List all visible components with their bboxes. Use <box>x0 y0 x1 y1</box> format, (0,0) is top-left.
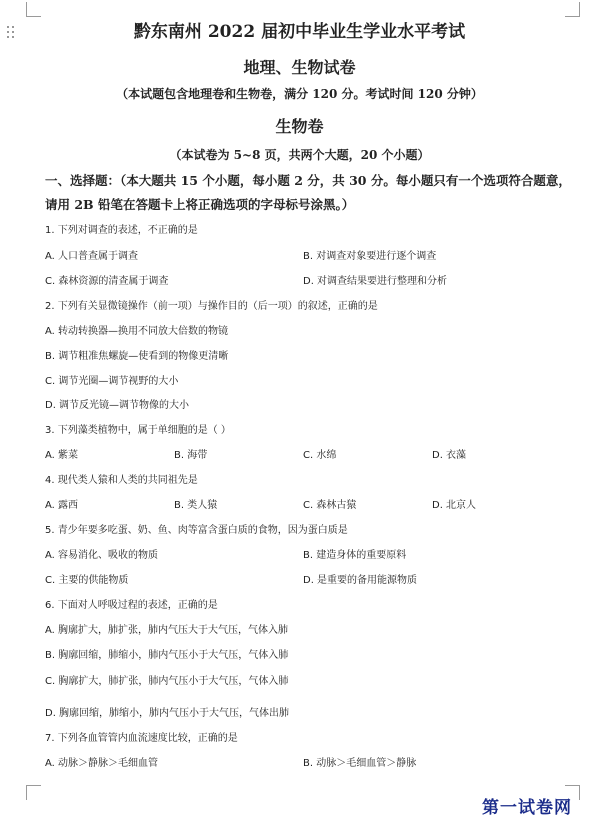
question-stem: 7. 下列各血管管内血流速度比较，正确的是 <box>45 733 238 744</box>
option-b: B. 动脉＞毛细血管＞静脉 <box>303 758 417 769</box>
page-corner-mark <box>26 2 41 17</box>
exam-title: 黔东南州 2022 届初中毕业生学业水平考试 <box>133 22 466 42</box>
option-d: D. 胸廓回缩，肺缩小，肺内气压小于大气压，气体出肺 <box>45 708 290 719</box>
part1-instruction: 一、选择题：（本大题共 15 个小题，每小题 2 分，共 30 分。每小题只有一个选项符合题意， <box>45 173 571 188</box>
option-c: C. 森林古猿 <box>303 500 357 511</box>
option-a: A. 转动转换器—换用不同放大倍数的物镜 <box>45 326 229 337</box>
exam-note: （本试题包含地理卷和生物卷，满分 120 分。考试时间 120 分钟） <box>116 87 483 101</box>
question-stem: 3. 下列藻类植物中，属于单细胞的是（ ） <box>45 425 231 436</box>
page-corner-mark <box>26 785 41 800</box>
option-d: D. 衣藻 <box>432 450 467 461</box>
option-b: B. 建造身体的重要原料 <box>303 550 407 561</box>
section-note: （本试卷为 5~8 页，共两个大题，20 个小题） <box>169 148 430 162</box>
option-a: A. 胸廓扩大，肺扩张，肺内气压大于大气压，气体入肺 <box>45 625 289 636</box>
section-title: 生物卷 <box>275 117 324 136</box>
option-b: B. 胸廓回缩，肺缩小，肺内气压小于大气压，气体入肺 <box>45 650 289 661</box>
option-d: D. 是重要的备用能源物质 <box>303 575 418 586</box>
page-corner-mark <box>565 2 580 17</box>
watermark-logo: 第一试卷网 <box>482 798 572 818</box>
option-a: A. 动脉＞静脉＞毛细血管 <box>45 758 159 769</box>
option-c: C. 水绵 <box>303 450 337 461</box>
part1-instruction-cont: 请用 2B 铅笔在答题卡上将正确选项的字母标号涂黑。） <box>45 197 355 212</box>
option-c: C. 调节光圈—调节视野的大小 <box>45 376 179 387</box>
option-b: B. 调节粗准焦螺旋—使看到的物像更清晰 <box>45 351 229 362</box>
question-stem: 1. 下列对调查的表述，不正确的是 <box>45 225 198 236</box>
question-stem: 2. 下列有关显微镜操作（前一项）与操作目的（后一项）的叙述，正确的是 <box>45 301 378 312</box>
option-b: B. 对调查对象要进行逐个调查 <box>303 251 437 262</box>
option-a: A. 紫菜 <box>45 450 79 461</box>
question-stem: 5. 青少年要多吃蛋、奶、鱼、肉等富含蛋白质的食物，因为蛋白质是 <box>45 525 348 536</box>
option-b: B. 类人猿 <box>174 500 218 511</box>
option-d: D. 调节反光镜—调节物像的大小 <box>45 400 190 411</box>
question-stem: 4. 现代类人猿和人类的共同祖先是 <box>45 475 198 486</box>
option-a: A. 容易消化、吸收的物质 <box>45 550 159 561</box>
option-d: D. 北京人 <box>432 500 477 511</box>
option-c: C. 森林资源的清查属于调查 <box>45 276 169 287</box>
option-d: D. 对调查结果要进行整理和分析 <box>303 276 448 287</box>
question-stem: 6. 下面对人呼吸过程的表述，正确的是 <box>45 600 218 611</box>
option-c: C. 胸廓扩大，肺扩张，肺内气压小于大气压，气体入肺 <box>45 676 289 687</box>
option-c: C. 主要的供能物质 <box>45 575 129 586</box>
option-a: A. 露西 <box>45 500 79 511</box>
option-b: B. 海带 <box>174 450 208 461</box>
exam-subtitle: 地理、生物试卷 <box>243 58 356 77</box>
option-a: A. 人口普查属于调查 <box>45 251 139 262</box>
